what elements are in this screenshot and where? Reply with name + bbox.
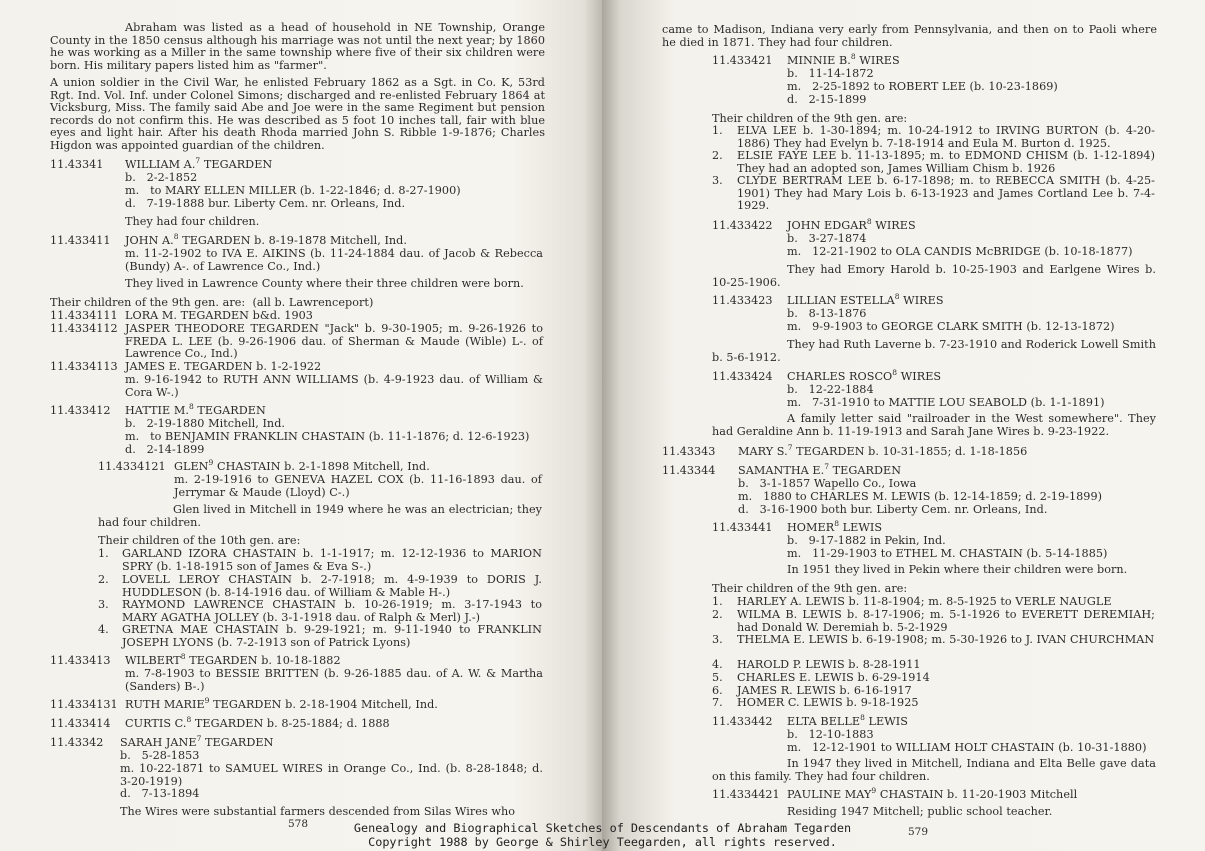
entry-id: 11.43344: [662, 464, 716, 477]
entry-id: 11.433414: [50, 717, 111, 730]
list-number: 5.: [712, 671, 723, 684]
entry-id: 11.433422: [712, 219, 773, 232]
entry-death: d. 7-13-1894: [120, 787, 200, 800]
entry-death: d. 7-19-1888 bur. Liberty Cem. nr. Orleans, Ind.: [125, 197, 406, 210]
entry-id: 11.4334121: [98, 460, 166, 473]
entry-death: d. 2-14-1899: [125, 443, 205, 456]
list-item: WILMA B. LEWIS b. 8-17-1906; m. 5-1-1926 to EVERETT DEREMIAH; had Donald W. Deremiah b. 5-2-1929: [737, 608, 1155, 634]
entry-marriage: m. 10-22-1871 to SAMUEL WIRES in Orange Co., Ind. (b. 8-28-1848; d. 3-20-1919): [120, 762, 543, 788]
entry-name: ELTA BELLE$^8$ LEWIS: [787, 713, 908, 728]
entry-note: A family letter said "railroader in the West somewhere". They had Geraldine Ann b. 11-19-1913 and Sarah Jane Wires b. 9-23-1922.: [712, 412, 1156, 438]
entry-marriage: m. 9-16-1942 to RUTH ANN WILLIAMS (b. 4-9-1923 dau. of William & Cora W-.): [125, 373, 543, 399]
entry-name: SAMANTHA E.$^7$ TEGARDEN: [738, 462, 902, 477]
entry-marriage: m. 9-9-1903 to GEORGE CLARK SMITH (b. 12-13-1872): [787, 320, 1115, 333]
entry-marriage: m. 11-2-1902 to IVA E. AIKINS (b. 11-24-1884 dau. of Jacob & Rebecca (Bundy) A-. of Lawrence Co., Ind.): [125, 247, 543, 273]
entry-name: CHARLES ROSCO$^8$ WIRES: [787, 368, 942, 383]
list-item: HAROLD P. LEWIS b. 8-28-1911: [737, 658, 921, 671]
list-item: ELSIE FAYE LEE b. 11-13-1895; m. to EDMOND CHISM (b. 1-12-1894) They had an adopted son, James William Chism b. 1926: [737, 149, 1155, 175]
entry-name: JOHN A.$^8$ TEGARDEN b. 8-19-1878 Mitchell, Ind.: [125, 232, 407, 247]
list-number: 7.: [712, 696, 723, 709]
list-number: 4.: [98, 623, 109, 636]
entry-id: 11.4334131: [50, 698, 118, 711]
entry-birth: b. 5-28-1853: [120, 749, 200, 762]
entry-name: CURTIS C.$^8$ TEGARDEN b. 8-25-1884; d. 1888: [125, 715, 390, 730]
entry-marriage: m. 2-25-1892 to ROBERT LEE (b. 10-23-1869): [787, 80, 1058, 93]
list-number: 1.: [712, 595, 723, 608]
list-item: ELVA LEE b. 1-30-1894; m. 10-24-1912 to IRVING BURTON (b. 4-20-1886) They had Evelyn b. 7-18-1914 and Eula M. Burton d. 1925.: [737, 124, 1155, 150]
entry-marriage: m. to BENJAMIN FRANKLIN CHASTAIN (b. 11-1-1876; d. 12-6-1923): [125, 430, 530, 443]
list-number: 1.: [712, 124, 723, 137]
entry-name: LILLIAN ESTELLA$^8$ WIRES: [787, 292, 944, 307]
entry-marriage: m. 7-8-1903 to BESSIE BRITTEN (b. 9-26-1885 dau. of A. W. & Martha (Sanders) B-.): [125, 667, 543, 693]
entry-marriage: m. 7-31-1910 to MATTIE LOU SEABOLD (b. 1-1-1891): [787, 396, 1105, 409]
list-number: 3.: [98, 598, 109, 611]
list-item: HOMER C. LEWIS b. 9-18-1925: [737, 696, 919, 709]
entry-text: JASPER THEODORE TEGARDEN "Jack" b. 9-30-1905; m. 9-26-1926 to FREDA L. LEE (b. 9-26-1906 dau. of Sherman & Maude (Wible) L-. of Lawrence Co., Ind.): [125, 322, 543, 361]
right-page: [602, 0, 1205, 851]
left-page: [0, 0, 602, 851]
entry-death: d. 3-16-1900 both bur. Liberty Cem. nr. Orleans, Ind.: [738, 503, 1048, 516]
entry-name: MARY S.$^7$ TEGARDEN b. 10-31-1855; d. 1-18-1856: [738, 443, 1028, 458]
entry-id: 11.433424: [712, 370, 773, 383]
list-item: GARLAND IZORA CHASTAIN b. 1-1-1917; m. 12-12-1936 to MARION SPRY (b. 1-18-1915 son of James & Eva S-.): [122, 547, 542, 573]
entry-note: In 1951 they lived in Pekin where their children were born.: [787, 563, 1128, 576]
page-number: 578: [288, 818, 309, 830]
children-heading: Their children of the 9th gen. are: (all b. Lawrenceport): [50, 296, 374, 309]
list-item: CHARLES E. LEWIS b. 6-29-1914: [737, 671, 930, 684]
entry-id: 11.433441: [712, 521, 773, 534]
entry-note: In 1947 they lived in Mitchell, Indiana and Elta Belle gave data on this family. They had four children.: [712, 757, 1156, 783]
entry-id: 11.433411: [50, 234, 111, 247]
children-heading: Their children of the 9th gen. are:: [712, 582, 908, 595]
children-heading: Their children of the 10th gen. are:: [98, 534, 301, 547]
entry-id: 11.433421: [712, 54, 773, 67]
entry-note: They had Emory Harold b. 10-25-1903 and Earlgene Wires b. 10-25-1906.: [712, 263, 1156, 289]
entry-birth: b. 12-22-1884: [787, 383, 874, 396]
list-item: JAMES R. LEWIS b. 6-16-1917: [737, 684, 912, 697]
entry-id: 11.433413: [50, 654, 111, 667]
list-number: 6.: [712, 684, 723, 697]
list-item: LOVELL LEROY CHASTAIN b. 2-7-1918; m. 4-9-1939 to DORIS J. HUDDLESON (b. 8-14-1916 dau. of William & Mable H-.): [122, 573, 542, 599]
entry-name: GLEN$^9$ CHASTAIN b. 2-1-1898 Mitchell, Ind.: [174, 458, 430, 473]
entry-birth: b. 8-13-1876: [787, 307, 867, 320]
list-item: THELMA E. LEWIS b. 6-19-1908; m. 5-30-1926 to J. IVAN CHURCHMAN: [737, 633, 1155, 646]
entry-birth: b. 9-17-1882 in Pekin, Ind.: [787, 534, 946, 547]
entry-note: They lived in Lawrence County where their three children were born.: [125, 277, 524, 290]
intro-paragraph-1: Abraham was listed as a head of household in NE Township, Orange County in the 1850 census although his marriage was not until the next year; by 1860 he was working as a Miller in the same township where five of their six children were born. His military papers listed him as "farmer".: [50, 21, 545, 72]
list-item: RAYMOND LAWRENCE CHASTAIN b. 10-26-1919; m. 3-17-1943 to MARY AGATHA JOLLEY (b. 3-1-1918 dau. of Ralph & Merl) J.-): [122, 598, 542, 624]
list-number: 3.: [712, 633, 723, 646]
list-item: CLYDE BERTRAM LEE b. 6-17-1898; m. to REBECCA SMITH (b. 4-25-1901) They had Mary Lois b. 6-13-1923 and James Cortland Lee b. 7-4-1929.: [737, 174, 1155, 213]
list-number: 3.: [712, 174, 723, 187]
list-number: 2.: [712, 608, 723, 621]
entry-note: Glen lived in Mitchell in 1949 where he was an electrician; they had four children.: [98, 503, 542, 529]
intro-paragraph-2: A union soldier in the Civil War, he enlisted February 1862 as a Sgt. in Co. K, 53rd Rgt. Ind. Vol. Inf. under Colonel Simons; discharged and re-enlisted February 1864 at Vicksburg, Miss. The family said Abe and Joe were in the same Regiment but pension records do not confirm this. He was described as 5 foot 10 inches tall, fair with blue eyes and light hair. After his death Rhoda married John S. Ribble 1-9-1876; Charles Higdon was appointed guardian of the children.: [50, 76, 545, 152]
entry-birth: b. 3-1-1857 Wapello Co., Iowa: [738, 477, 917, 490]
entry-marriage: m. 12-21-1902 to OLA CANDIS McBRIDGE (b. 10-18-1877): [787, 245, 1133, 258]
entry-marriage: m. 11-29-1903 to ETHEL M. CHASTAIN (b. 5-14-1885): [787, 547, 1108, 560]
entry-note: They had Ruth Laverne b. 7-23-1910 and Roderick Lowell Smith b. 5-6-1912.: [712, 338, 1156, 364]
entry-death: d. 2-15-1899: [787, 93, 867, 106]
entry-id: 11.433412: [50, 404, 111, 417]
entry-text: LORA M. TEGARDEN b&d. 1903: [125, 309, 313, 322]
entry-name: JOHN EDGAR$^8$ WIRES: [787, 217, 916, 232]
entry-name: WILLIAM A.$^7$ TEGARDEN: [125, 156, 273, 171]
entry-id: 11.43342: [50, 736, 104, 749]
entry-id: 11.43341: [50, 158, 104, 171]
entry-birth: b. 2-19-1880 Mitchell, Ind.: [125, 417, 286, 430]
entry-note: The Wires were substantial farmers descended from Silas Wires who: [120, 805, 516, 818]
list-number: 4.: [712, 658, 723, 671]
entry-birth: b. 12-10-1883: [787, 728, 874, 741]
entry-name: HATTIE M.$^8$ TEGARDEN: [125, 402, 266, 417]
entry-birth: b. 3-27-1874: [787, 232, 867, 245]
list-number: 1.: [98, 547, 109, 560]
entry-name: RUTH MARIE$^9$ TEGARDEN b. 2-18-1904 Mitchell, Ind.: [125, 696, 438, 711]
entry-id: 11.4334112: [50, 322, 118, 335]
list-number: 2.: [98, 573, 109, 586]
entry-birth: b. 2-2-1852: [125, 171, 198, 184]
children-heading: Their children of the 9th gen. are:: [712, 112, 908, 125]
page-number: 579: [908, 826, 929, 838]
footer-title: Genealogy and Biographical Sketches of Descendants of Abraham Tegarden: [353, 821, 852, 835]
entry-marriage: m. 12-12-1901 to WILLIAM HOLT CHASTAIN (b. 10-31-1880): [787, 741, 1147, 754]
entry-marriage: m. 2-19-1916 to GENEVA HAZEL COX (b. 11-16-1893 dau. of Jerrymar & Maude (Lloyd) C-.): [174, 473, 542, 499]
footer-copyright: Copyright 1988 by George & Shirley Teegarden, all rights reserved.: [368, 835, 837, 849]
entry-id: 11.43343: [662, 445, 716, 458]
list-item: HARLEY A. LEWIS b. 11-8-1904; m. 8-5-1925 to VERLE NAUGLE: [737, 595, 1112, 608]
entry-id: 11.4334421: [712, 788, 780, 801]
entry-name: MINNIE B.$^8$ WIRES: [787, 52, 900, 67]
entry-marriage: m. to MARY ELLEN MILLER (b. 1-22-1846; d. 8-27-1900): [125, 184, 461, 197]
entry-note: They had four children.: [125, 215, 260, 228]
list-number: 2.: [712, 149, 723, 162]
entry-marriage: m. 1880 to CHARLES M. LEWIS (b. 12-14-1859; d. 2-19-1899): [738, 490, 1103, 503]
entry-id: 11.433423: [712, 294, 773, 307]
entry-id: 11.433442: [712, 715, 773, 728]
entry-id: 11.4334113: [50, 360, 118, 373]
entry-id: 11.4334111: [50, 309, 118, 322]
entry-name: PAULINE MAY$^9$ CHASTAIN b. 11-20-1903 Mitchell: [787, 786, 1078, 801]
entry-note: Residing 1947 Mitchell; public school teacher.: [787, 805, 1053, 818]
entry-name: SARAH JANE$^7$ TEGARDEN: [120, 734, 274, 749]
continued-paragraph: came to Madison, Indiana very early from Pennsylvania, and then on to Paoli where he died in 1871. They had four children.: [662, 23, 1157, 49]
entry-birth: b. 11-14-1872: [787, 67, 874, 80]
entry-name: WILBERT$^8$ TEGARDEN b. 10-18-1882: [125, 652, 341, 667]
entry-birth: JAMES E. TEGARDEN b. 1-2-1922: [125, 360, 322, 373]
copyright-footer: [0, 821, 1205, 849]
list-item: GRETNA MAE CHASTAIN b. 9-29-1921; m. 9-11-1940 to FRANKLIN JOSEPH LYONS (b. 7-2-1913 son of Patrick Lyons): [122, 623, 542, 649]
entry-name: HOMER$^8$ LEWIS: [787, 519, 883, 534]
